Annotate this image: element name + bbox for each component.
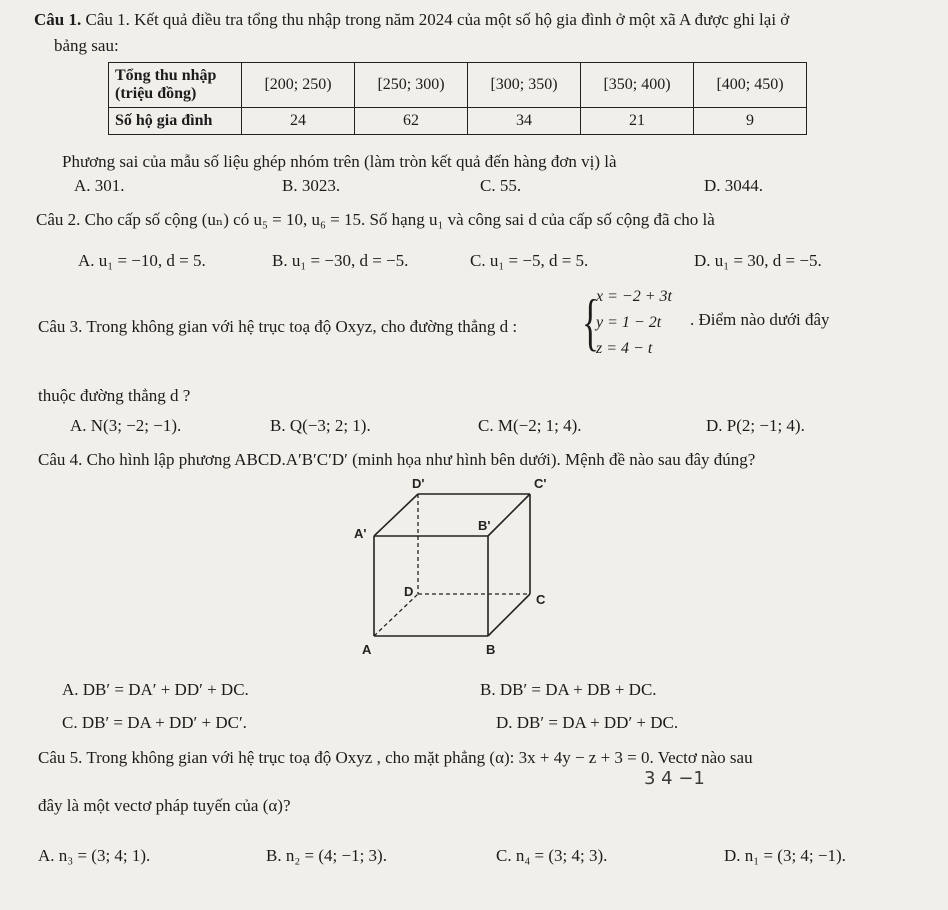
q3-question-start: Câu 3. Trong không gian với hệ trục toạ độ Oxyz, cho đường thẳng d : bbox=[38, 317, 518, 336]
q4-option-d[interactable]: D. DB′ = DA + DD′ + DC. bbox=[496, 713, 679, 732]
table-cell: 62 bbox=[355, 108, 468, 135]
table-cell: [250; 300) bbox=[355, 63, 468, 108]
q1-stem-line2: bảng sau: bbox=[54, 36, 119, 55]
row-label-income: Tổng thu nhập (triệu đồng) bbox=[109, 63, 242, 108]
handwritten-note: 3 4 −1 bbox=[644, 768, 705, 789]
q4-option-b[interactable]: B. DB′ = DA + DB + DC. bbox=[480, 680, 657, 699]
table-cell: 21 bbox=[581, 108, 694, 135]
q1-stem-line1: Câu 1. Câu 1. Kết quả điều tra tổng thu nhập trong năm 2024 của một số hộ gia đình ở một xã A được ghi lại ở bbox=[34, 10, 790, 29]
system-brace: { bbox=[582, 286, 599, 357]
q5-option-a[interactable]: A. n₃ = (3; 4; 1). bbox=[38, 846, 151, 865]
q3-option-b[interactable]: B. Q(−3; 2; 1). bbox=[270, 416, 371, 435]
q1-question: Phương sai của mẫu số liệu ghép nhóm trên (làm tròn kết quả đến hàng đơn vị) là bbox=[62, 152, 617, 171]
q2-option-d[interactable]: D. u₁ = 30, d = −5. bbox=[694, 251, 822, 270]
q3-question-cont: thuộc đường thẳng d ? bbox=[38, 386, 191, 405]
q2-option-c[interactable]: C. u₁ = −5, d = 5. bbox=[470, 251, 589, 270]
q5-question: Câu 5. Trong không gian với hệ trục toạ độ Oxyz , cho mặt phẳng (α): 3x + 4y − z + 3 = 0. Vectơ nào sau bbox=[38, 748, 753, 767]
q1-option-a[interactable]: A. 301. bbox=[74, 176, 125, 195]
line-system bbox=[596, 284, 672, 362]
cube-label-a: A bbox=[362, 642, 372, 657]
cube-label-b: B bbox=[486, 642, 496, 657]
q3-option-a[interactable]: A. N(3; −2; −1). bbox=[70, 416, 182, 435]
q4-question: Câu 4. Cho hình lập phương ABCD.A′B′C′D′ (minh họa như hình bên dưới). Mệnh đề nào sau đây đúng? bbox=[38, 450, 756, 469]
q4-option-c[interactable]: C. DB′ = DA + DD′ + DC′. bbox=[62, 713, 247, 732]
q2-question: Câu 2. Cho cấp số cộng (uₙ) có u₅ = 10, u₆ = 15. Số hạng u₁ và công sai d của cấp số cộng đã cho là bbox=[36, 210, 715, 229]
cube-figure bbox=[340, 472, 580, 660]
q1-option-c[interactable]: C. 55. bbox=[480, 176, 522, 195]
table-row bbox=[109, 108, 807, 135]
q5-option-c[interactable]: C. n₄ = (3; 4; 3). bbox=[496, 846, 608, 865]
q1-text: Câu 1. Kết quả điều tra tổng thu nhập trong năm 2024 của một số hộ gia đình ở một xã A được ghi lại ở bbox=[85, 10, 790, 29]
cube-label-b1: B' bbox=[478, 518, 491, 533]
cube-label-d1: D' bbox=[412, 476, 425, 491]
system-y: y = 1 − 2t bbox=[596, 314, 662, 331]
table-cell: [350; 400) bbox=[581, 63, 694, 108]
table-cell: [300; 350) bbox=[468, 63, 581, 108]
table-cell: 9 bbox=[694, 108, 807, 135]
q1-option-b[interactable]: B. 3023. bbox=[282, 176, 341, 195]
q5-question-cont: đây là một vectơ pháp tuyến của (α)? bbox=[38, 796, 291, 815]
q3-question-end: . Điểm nào dưới đây bbox=[690, 310, 830, 329]
cube-label-a1: A' bbox=[354, 526, 367, 541]
cube-label-c1: C' bbox=[534, 476, 547, 491]
q2-option-b[interactable]: B. u₁ = −30, d = −5. bbox=[272, 251, 409, 270]
q3-option-c[interactable]: C. M(−2; 1; 4). bbox=[478, 416, 582, 435]
table-row bbox=[109, 63, 807, 108]
system-x: x = −2 + 3t bbox=[596, 288, 672, 305]
q4-option-a[interactable]: A. DB′ = DA′ + DD′ + DC. bbox=[62, 680, 249, 699]
table-cell: 34 bbox=[468, 108, 581, 135]
cube-label-d: D bbox=[404, 584, 414, 599]
cube-label-c: C bbox=[536, 592, 546, 607]
q5-option-b[interactable]: B. n₂ = (4; −1; 3). bbox=[266, 846, 387, 865]
q3-option-d[interactable]: D. P(2; −1; 4). bbox=[706, 416, 805, 435]
table-cell: [200; 250) bbox=[242, 63, 355, 108]
q5-option-d[interactable]: D. n₁ = (3; 4; −1). bbox=[724, 846, 846, 865]
table-cell: 24 bbox=[242, 108, 355, 135]
q2-option-a[interactable]: A. u₁ = −10, d = 5. bbox=[78, 251, 206, 270]
system-z: z = 4 − t bbox=[596, 340, 653, 357]
table-cell: [400; 450) bbox=[694, 63, 807, 108]
row-label-households: Số hộ gia đình bbox=[109, 108, 242, 135]
frequency-table bbox=[108, 62, 807, 135]
q1-option-d[interactable]: D. 3044. bbox=[704, 176, 764, 195]
